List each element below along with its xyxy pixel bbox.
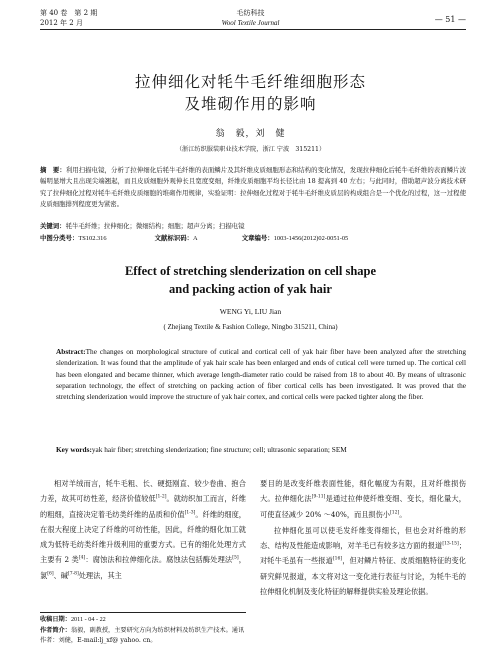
clc-value: TS102.316: [78, 235, 107, 242]
footnote: [40, 615, 246, 647]
title-en-line1: Effect of stretching slenderization on cell shape: [124, 264, 377, 278]
citation-4: [5]: [232, 556, 239, 562]
footnote-author: [40, 626, 246, 647]
citation-3: [4]: [78, 556, 86, 562]
abstract-en-label: Abstract:: [56, 347, 86, 356]
received-label: 收稿日期：: [40, 616, 71, 623]
keywords-cn-text: 牦牛毛纤维；拉伸细化；微细结构；细胞；超声分离；扫描电镜: [65, 222, 245, 230]
abstract-cn: [40, 165, 466, 210]
keywords-en: [56, 444, 466, 455]
keywords-en-label: Key words:: [56, 445, 92, 454]
authors-en: WENG Yi, LIU Jian: [219, 307, 282, 316]
body-right-column: [260, 476, 466, 599]
clc-label: 中图分类号：: [40, 234, 79, 242]
citation-7: [9-11]: [311, 494, 326, 500]
doc-code-value: A: [193, 235, 198, 242]
title-cn-line1: 拉伸细化对牦牛毛纤维细胞形态: [134, 73, 366, 91]
page-number: — 51 —: [434, 15, 466, 24]
body-right-text-5: ；对牦牛毛虽有一些报道: [260, 541, 466, 566]
abstract-cn-label: 摘 要：: [40, 166, 66, 174]
body-left-text-7: 处理法，其主: [78, 570, 122, 580]
body-right-paragraph-2: [260, 523, 466, 599]
footnote-rule: [40, 612, 246, 613]
header-journal-en: Wool Textile Journal: [221, 19, 280, 27]
abstract-en-text: The changes on morphological structure of cutical and cortical cell of yak hair fiber have been analyzed after the stretching slenderization. It was found that the amplitude of yak hair scale has been enlarged and ends of cutical cell were turned up. The cortical cell has been elongated and became thinner, which average length-diameter ratio could be raised from 18 to about 40. By means of ultrasonic separation technology, the effect of stretching on packing action of fiber cortical cells has been investigated. It was proved that the stretching slenderization would improve the structure of yak hair cortex, and cortical cells were packed tighter along the fiber.: [56, 347, 466, 402]
keywords-cn-label: 关键词：: [40, 222, 66, 230]
abstract-cn-text: 利用扫描电镜，分析了拉伸细化后牦牛毛纤维的表面鳞片及其纤维皮质细胞形态和结构的变化情况，发现拉伸细化后牦牛毛纤维的表面鳞片波幅明显增大且出现尖端翘起，而且皮质细胞外观伸长且宽度变细，纤维皮质细胞平均长径比由 18 提高到 40 左右；与此同时，借助超声波分离技术研究了拉伸细化过程对牦牛毛纤维皮质细胞的堆砌作用规律，实验证明：拉伸细化过程对于牦牛毛纤维皮质层的构成组合是一个优化的过程，这一过程使皮质细胞排列程度更为紧密。: [40, 166, 467, 208]
body-right-paragraph-1: [260, 476, 466, 522]
abstract-en: [56, 346, 466, 402]
header-journal-cn: 毛纺科技: [236, 9, 265, 17]
body-left-text-2: 。就纺织加工而言，纤维的粗细，直接决定着毛纺类纤维的品质和价值: [40, 494, 246, 519]
header-date: 2012 年 2 月: [40, 19, 83, 27]
authors-cn: 翁 毅，刘 健: [215, 129, 286, 139]
body-left-text-3: 。纤维的细度，在很大程度上决定了纤维的可纺性能，因此，纤维的细化加工就成为低特毛纺类纤维升级利用的重要方式。已有的细化处理方式主要有 2 类: [40, 509, 246, 565]
body-right-text-3: 。: [399, 509, 407, 519]
article-no-label: 文章编号：: [241, 234, 274, 242]
body-right-text-1: 要目的是改变纤维表面性能，细化幅度为有限，且对纤维损伤大。拉伸细化法: [260, 479, 466, 504]
header-volume-issue: 第 40 卷 第 2 期: [40, 9, 98, 17]
title-en-line2: and packing action of yak hair: [169, 282, 332, 296]
body-right-text-2: 是通过拉伸使纤维变细、变长，细化量大，可使直径减少 20% ～40%，而且损伤小: [260, 494, 466, 519]
citation-8: [12]: [389, 510, 400, 516]
footnote-received: [40, 615, 246, 626]
affiliation-cn: （浙江纺织服装职业技术学院，浙江 宁波 315211）: [175, 146, 326, 153]
title-cn-line2: 及堆砌作用的影响: [184, 95, 317, 113]
author-info-text: 翁毅，副教授，主要研究方向为纺织材料及纺织生产技术。通讯作者：刘健，E-mail:lj_xf@ yahoo. cn。: [40, 626, 245, 644]
doc-code-label: 文献标识码：: [154, 234, 194, 242]
citation-2: [1-3]: [184, 510, 196, 516]
body-left-text-5: ，氯: [40, 555, 246, 580]
body-left-text-6: 、碱: [53, 570, 68, 580]
citation-1: [1-2]: [155, 494, 167, 500]
citation-9: [13-15]: [442, 541, 459, 547]
citation-10: [16]: [332, 557, 343, 563]
classification-line: [40, 233, 466, 244]
header-rule: [40, 29, 466, 30]
article-no-value: 1003-1456(2012)02-0051-05: [273, 235, 349, 242]
received-date: 2011 - 04 - 22: [70, 616, 106, 623]
citation-5: [6]: [47, 571, 54, 577]
affiliation-en: ( Zhejiang Textile & Fashion College, Ningbo 315211, China): [163, 323, 338, 331]
keywords-en-text: yak hair fiber; stretching slenderization; fine structure; cell; ultrasonic separation; SEM: [91, 445, 347, 454]
body-right-text-6: ，但对鳞片特征、皮质细胞特征的变化研究鲜见报道，本文将对这一变化进行表征与讨论，为牦牛毛的拉伸细化机制及变化特征的解释提供实验及理论依据。: [260, 556, 466, 597]
body-left-paragraph: [40, 476, 246, 583]
keywords-cn: [40, 221, 466, 232]
body-right-text-4: 拉伸细化虽可以使毛发纤维变得细长，但也会对纤维的形态、结构及性能造成影响，对羊毛已有较多这方面的报道: [260, 525, 466, 551]
author-info-label: 作者简介：: [40, 626, 71, 634]
body-left-text-1: 相对羊绒而言，牦牛毛粗、长、硬挺刚直、较少卷曲、抱合力差，故其可纺性差，经济价值较低: [40, 479, 246, 504]
citation-6: [7-8]: [67, 571, 79, 577]
body-left-text-4: ：腐蚀法和拉伸细化法。腐蚀法包括酶处理法: [85, 555, 233, 565]
